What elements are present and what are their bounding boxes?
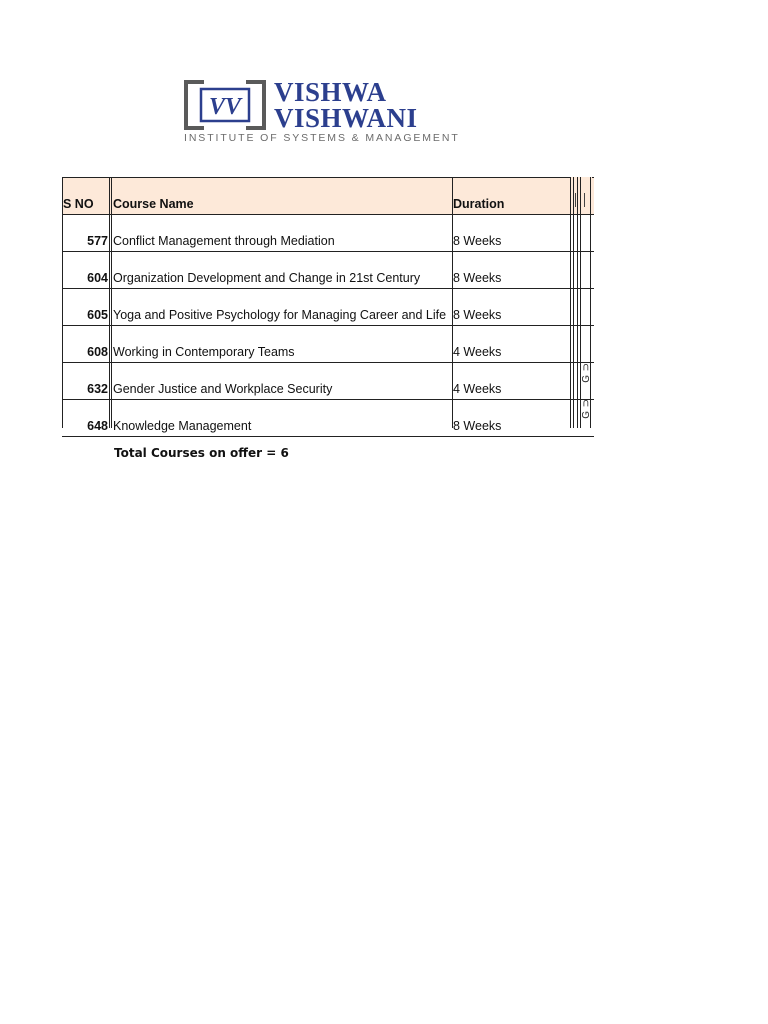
table-row (62, 363, 594, 400)
table-row (62, 252, 594, 289)
logo-name-line2: VISHWANI (274, 103, 418, 133)
column-divider (577, 177, 578, 428)
column-divider (452, 177, 453, 428)
clipped-columns (570, 177, 592, 428)
institute-logo (184, 78, 496, 146)
course-name[interactable]: Yoga and Positive Psychology for Managing Career and Life (113, 308, 447, 322)
course-name[interactable]: Working in Contemporary Teams (113, 345, 295, 359)
course-sno[interactable]: 648 (87, 419, 108, 433)
header-sno[interactable]: S NO (63, 197, 94, 211)
column-divider (573, 177, 574, 428)
clipped-cell-fragment: G (581, 411, 592, 419)
course-sno[interactable]: 604 (87, 271, 108, 285)
clipped-cell-fragment: ⊃ (581, 399, 592, 408)
vw-monogram-icon (184, 80, 266, 130)
table-row (62, 400, 594, 437)
course-sno[interactable]: 632 (87, 382, 108, 396)
course-name[interactable]: Gender Justice and Workplace Security (113, 382, 333, 396)
column-divider (570, 177, 571, 428)
clipped-cell-fragment: G (581, 375, 592, 383)
course-duration[interactable]: 8 Weeks (453, 419, 502, 433)
course-duration[interactable]: 8 Weeks (453, 308, 502, 322)
svg-text:VV: VV (208, 94, 242, 120)
clipped-cell-fragment: ⊃ (581, 363, 592, 372)
clipped-header-mark (575, 193, 576, 207)
course-sno[interactable]: 605 (87, 308, 108, 322)
course-name[interactable]: Organization Development and Change in 21st Century (113, 271, 421, 285)
course-name[interactable]: Conflict Management through Mediation (113, 234, 335, 248)
courses-table (62, 177, 594, 437)
course-duration[interactable]: 4 Weeks (453, 345, 502, 359)
column-divider (580, 177, 581, 428)
header-course-name[interactable]: Course Name (113, 197, 194, 211)
clipped-header-mark (584, 193, 585, 207)
course-duration[interactable]: 4 Weeks (453, 382, 502, 396)
header-duration[interactable]: Duration (453, 197, 505, 211)
course-duration[interactable]: 8 Weeks (453, 271, 502, 285)
column-divider (590, 177, 591, 428)
course-sno[interactable]: 577 (87, 234, 108, 248)
course-duration[interactable]: 8 Weeks (453, 234, 502, 248)
column-divider-double (109, 177, 112, 428)
course-sno[interactable]: 608 (87, 345, 108, 359)
course-name[interactable]: Knowledge Management (113, 419, 252, 433)
table-row (62, 289, 594, 326)
table-header-row (62, 177, 594, 215)
logo-tagline: INSTITUTE OF SYSTEMS & MANAGEMENT (184, 132, 460, 144)
total-courses: Total Courses on offer = 6 (114, 446, 289, 460)
table-row (62, 215, 594, 252)
table-row (62, 326, 594, 363)
logo-name-line1: VISHWA (274, 77, 387, 107)
